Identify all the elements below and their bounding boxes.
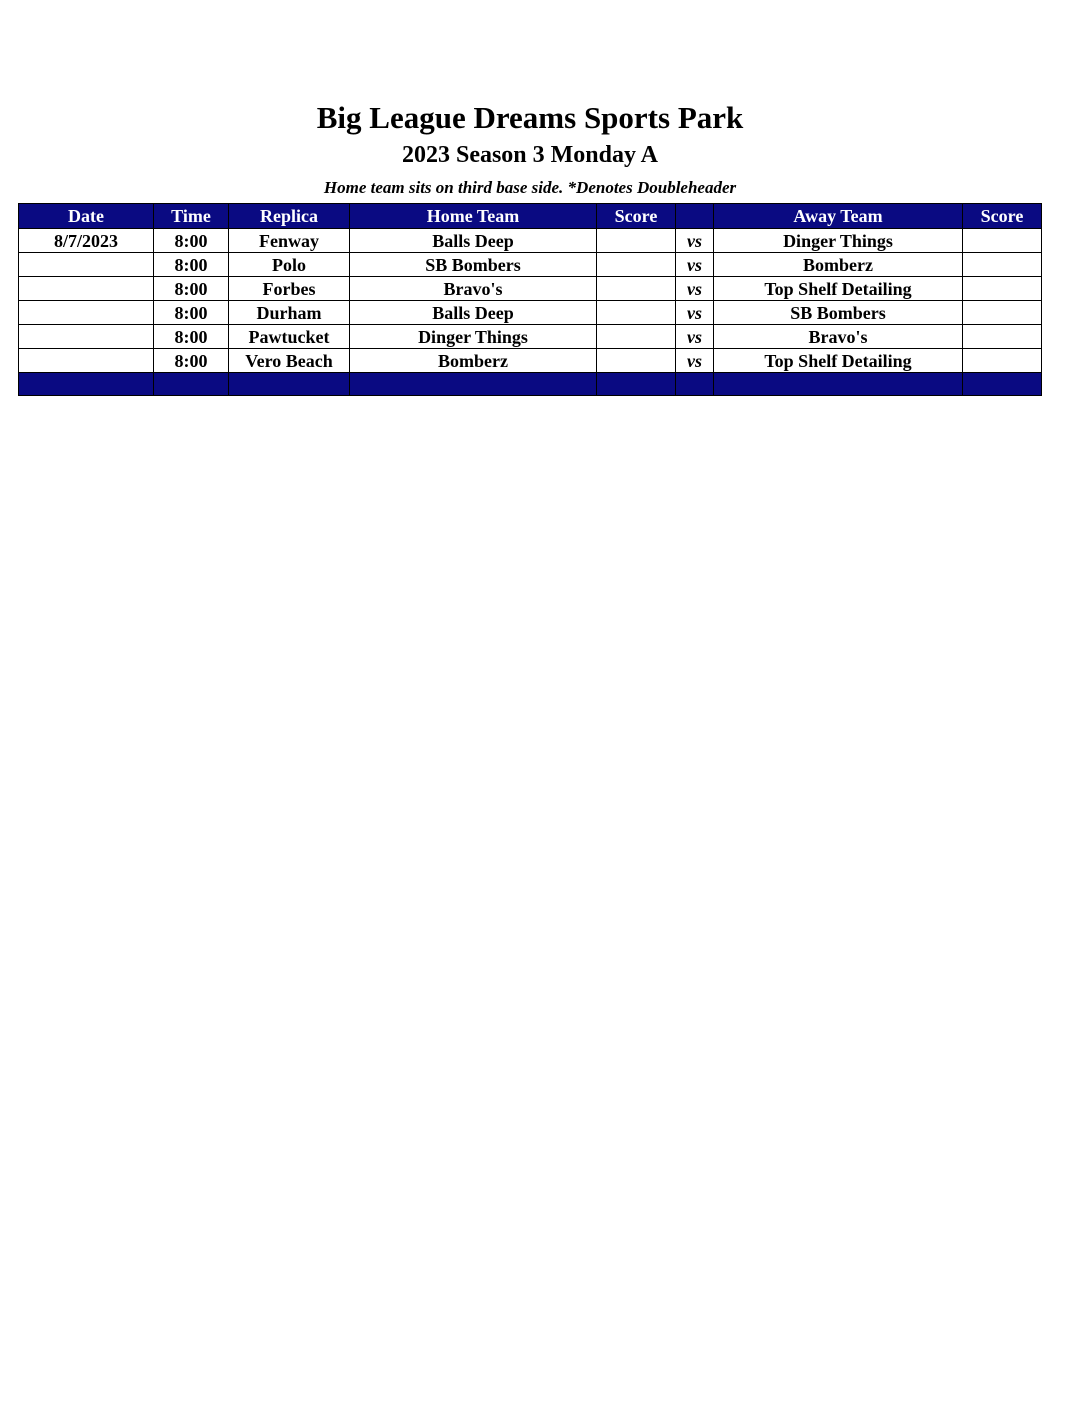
schedule-note: Home team sits on third base side. *Denotes Doubleheader	[323, 178, 737, 197]
table-row	[19, 325, 1042, 349]
table-row	[19, 253, 1042, 277]
header-row	[19, 204, 1042, 229]
home-score-cell	[597, 301, 676, 325]
footer-cell	[19, 373, 154, 396]
table-row	[19, 349, 1042, 373]
home-team-cell: Balls Deep	[350, 229, 597, 253]
home-team-cell: Bomberz	[350, 349, 597, 373]
date-cell	[19, 277, 154, 301]
page-title: Big League Dreams Sports Park	[316, 100, 744, 135]
table-row	[19, 301, 1042, 325]
replica-cell: Pawtucket	[229, 325, 350, 349]
vs-cell: vs	[676, 325, 714, 349]
replica-cell: Durham	[229, 301, 350, 325]
date-cell	[19, 301, 154, 325]
table-footer-row	[19, 373, 1042, 396]
column-header-date: Date	[19, 204, 154, 229]
away-team-cell: Dinger Things	[714, 229, 963, 253]
page-subtitle: 2023 Season 3 Monday A	[401, 142, 659, 168]
footer-cell	[676, 373, 714, 396]
vs-cell: vs	[676, 301, 714, 325]
away-team-cell: Bomberz	[714, 253, 963, 277]
table-row	[19, 277, 1042, 301]
column-header-home-score: Score	[597, 204, 676, 229]
home-team-cell: Dinger Things	[350, 325, 597, 349]
footer-cell	[597, 373, 676, 396]
vs-cell: vs	[676, 349, 714, 373]
time-cell: 8:00	[154, 325, 229, 349]
away-score-cell	[963, 229, 1042, 253]
replica-cell: Forbes	[229, 277, 350, 301]
away-score-cell	[963, 277, 1042, 301]
vs-cell: vs	[676, 253, 714, 277]
date-cell	[19, 325, 154, 349]
time-cell: 8:00	[154, 253, 229, 277]
footer-cell	[714, 373, 963, 396]
away-team-cell: Top Shelf Detailing	[714, 349, 963, 373]
time-cell: 8:00	[154, 301, 229, 325]
home-score-cell	[597, 253, 676, 277]
time-cell: 8:00	[154, 229, 229, 253]
home-team-cell: Balls Deep	[350, 301, 597, 325]
time-cell: 8:00	[154, 277, 229, 301]
column-header-vs	[676, 204, 714, 229]
away-score-cell	[963, 253, 1042, 277]
away-team-cell: Top Shelf Detailing	[714, 277, 963, 301]
away-score-cell	[963, 349, 1042, 373]
time-cell: 8:00	[154, 349, 229, 373]
away-score-cell	[963, 325, 1042, 349]
table-row	[19, 229, 1042, 253]
column-header-home-team: Home Team	[350, 204, 597, 229]
vs-cell: vs	[676, 229, 714, 253]
column-header-time: Time	[154, 204, 229, 229]
home-score-cell	[597, 229, 676, 253]
date-cell: 8/7/2023	[19, 229, 154, 253]
away-team-cell: SB Bombers	[714, 301, 963, 325]
date-cell	[19, 349, 154, 373]
vs-cell: vs	[676, 277, 714, 301]
home-team-cell: SB Bombers	[350, 253, 597, 277]
away-score-cell	[963, 301, 1042, 325]
footer-cell	[350, 373, 597, 396]
footer-cell	[154, 373, 229, 396]
home-team-cell: Bravo's	[350, 277, 597, 301]
date-cell	[19, 253, 154, 277]
home-score-cell	[597, 325, 676, 349]
replica-cell: Fenway	[229, 229, 350, 253]
footer-cell	[229, 373, 350, 396]
replica-cell: Vero Beach	[229, 349, 350, 373]
schedule-table	[18, 203, 1042, 396]
column-header-replica: Replica	[229, 204, 350, 229]
column-header-away-team: Away Team	[714, 204, 963, 229]
away-team-cell: Bravo's	[714, 325, 963, 349]
replica-cell: Polo	[229, 253, 350, 277]
home-score-cell	[597, 349, 676, 373]
footer-cell	[963, 373, 1042, 396]
column-header-away-score: Score	[963, 204, 1042, 229]
home-score-cell	[597, 277, 676, 301]
